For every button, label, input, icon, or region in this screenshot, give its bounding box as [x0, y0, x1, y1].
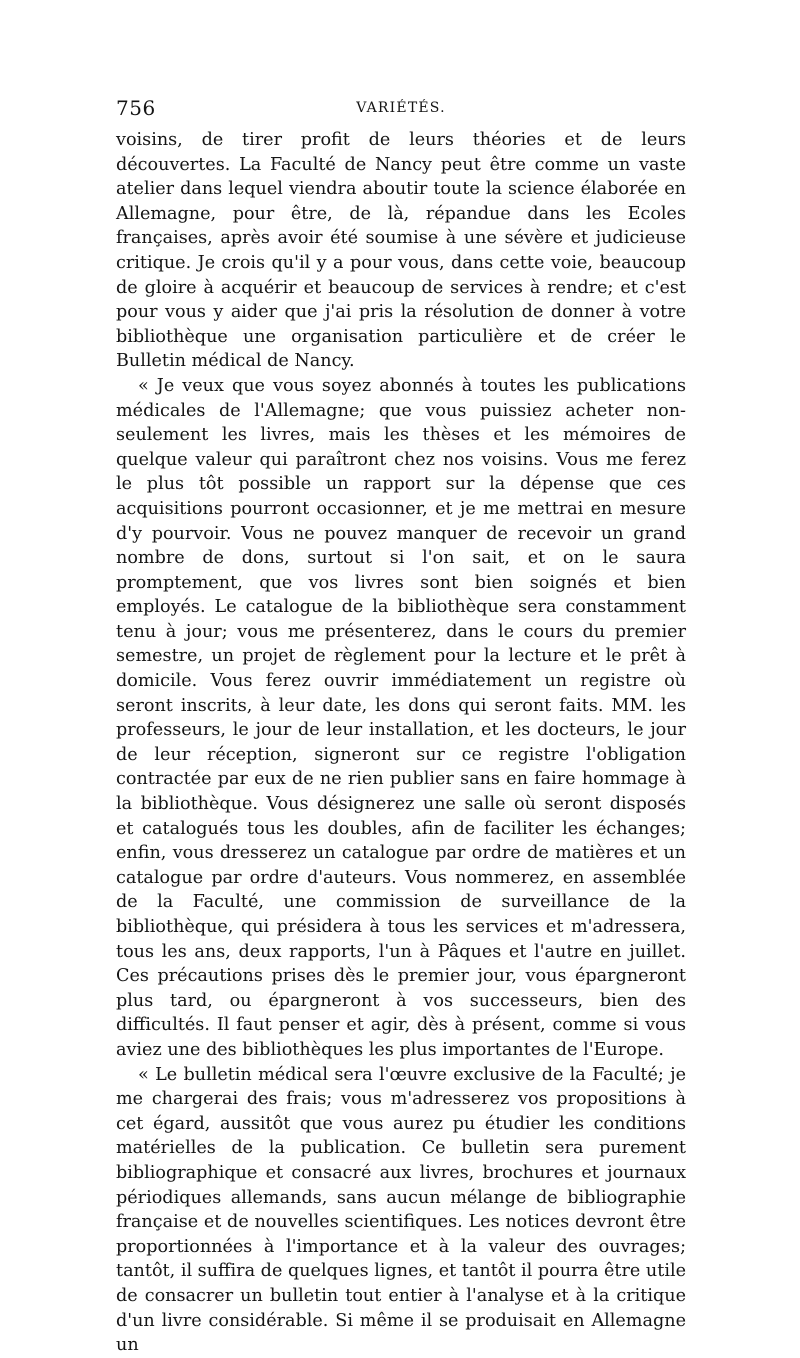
paragraph-continuation: voisins, de tirer profit de leurs théories et de leurs découvertes. La Faculté de Nancy peut être comme un vaste atelier dans lequel viendra aboutir toute la science élaborée en Allemagne, pour être, de là, répandue dans les Ecoles françaises, après avoir été soumise à une sévère et judicieuse critique. Je crois qu'il y a pour vous, dans cette voie, beaucoup de gloire à acquérir et beaucoup de services à rendre; et c'est pour vous y aider que j'ai pris la résolution de donner à votre bibliothèque une organisation particulière et de créer le Bulletin médical de Nancy.: [116, 130, 686, 372]
page-number: 756: [116, 96, 156, 120]
book-page: [116, 96, 686, 1358]
body-text: [116, 128, 686, 1358]
paragraph-medical-bulletin: « Le bulletin médical sera l'œuvre exclusive de la Faculté; je me chargerai des frais; vous m'adresserez vos propositions à cet égard, aussitôt que vous aurez pu étudier les conditions matérielles de la publication. Ce bulletin sera purement bibliographique et consacré aux livres, brochures et journaux périodiques allemands, sans aucun mélange de bibliographie française et de nouvelles scientifiques. Les notices devront être proportionnées à l'importance et à la valeur des ouvrages; tantôt, il suffira de quelques lignes, et tantôt il pourra être utile de consacrer un bulletin tout entier à l'analyse et à la critique d'un livre considérable. Si même il se produisait en Allemagne un: [116, 1064, 686, 1356]
paragraph-library-organization: « Je veux que vous soyez abonnés à toutes les publications médicales de l'Allemagne; que vous puissiez acheter non-seulement les livres, mais les thèses et les mémoires de quelque valeur qui paraîtront chez nos voisins. Vous me ferez le plus tôt possible un rapport sur la dépense que ces acquisitions pourront occasionner, et je me mettrai en mesure d'y pourvoir. Vous ne pouvez manquer de recevoir un grand nombre de dons, surtout si l'on sait, et on le saura promptement, que vos livres sont bien soignés et bien employés. Le catalogue de la bibliothèque sera constamment tenu à jour; vous me présenterez, dans le cours du premier semestre, un projet de règlement pour la lecture et le prêt à domicile. Vous ferez ouvrir immédiatement un registre où seront inscrits, à leur date, les dons qui seront faits. MM. les professeurs, le jour de leur installation, et les docteurs, le jour de leur réception, signeront sur ce registre l'obligation contractée par eux de ne rien publier sans en faire hommage à la bibliothèque. Vous désignerez une salle où seront disposés et catalogués tous les doubles, afin de faciliter les échanges; enfin, vous dresserez un catalogue par ordre de matières et un catalogue par ordre d'auteurs. Vous nommerez, en assemblée de la Faculté, une commission de surveillance de la bibliothèque, qui présidera à tous les services et m'adressera, tous les ans, deux rapports, l'un à Pâques et l'autre en juillet. Ces précautions prises dès le premier jour, vous épargneront plus tard, ou épargneront à vos successeurs, bien des difficultés. Il faut penser et agir, dès à présent, comme si vous aviez une des bibliothèques les plus importantes de l'Europe.: [116, 375, 686, 1060]
page-header: [116, 96, 686, 122]
running-title: VARIÉTÉS.: [356, 100, 446, 116]
